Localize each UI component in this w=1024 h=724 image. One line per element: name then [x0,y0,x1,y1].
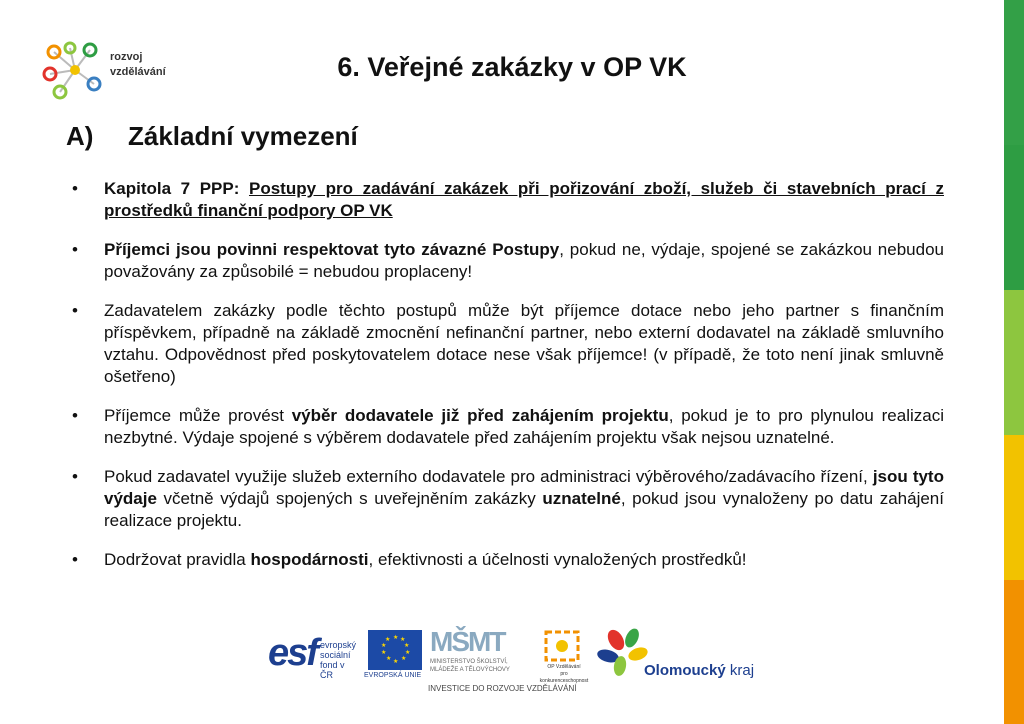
svg-text:★: ★ [405,649,411,656]
section-heading-text: Základní vymezení [128,121,358,151]
section-heading [66,121,358,152]
esf-logo [268,632,358,682]
stripe-yellow [1004,435,1024,580]
bullet-4-bold: výběr dodavatele již před zahájením projektu [291,406,669,425]
bullet-6-pre: Dodržovat pravidla [104,550,251,569]
footer-logos [268,622,768,722]
eu-flag-icon [368,630,422,670]
bullet-item-5 [72,466,944,532]
bullet-5-bold-2: uznatelné [542,489,621,508]
olomoucky-kraj-text [644,662,754,679]
bullet-item-6 [72,549,944,571]
stripe-lime [1004,290,1024,435]
msmt-logo [430,626,530,686]
opvk-text [536,664,592,685]
eu-label: EVROPSKÁ UNIE [364,672,422,679]
bullet-item-4 [72,405,944,449]
bullet-5-post: , pokud jsou vynaloženy po datu zahájení realizace projektu. [104,489,944,530]
opvk-frame-icon [536,628,592,664]
opvk-text-1: OP Vzdělávání [547,664,581,670]
msmt-text-2: MLÁDEŽE A TĚLOVÝCHOVY [430,667,510,673]
olomoucky-kraj-logo [596,628,766,688]
bullet-6-post: , efektivnosti a účelnosti vynaložených prostředků! [368,550,747,569]
svg-text:★: ★ [381,642,387,649]
svg-text:★: ★ [393,634,399,641]
logo-line-2: vzdělávání [110,66,166,78]
svg-text:★: ★ [393,658,399,665]
olomoucky-bold: Olomoucký [644,662,726,679]
bullet-item-3 [72,300,944,388]
esf-text-1: evropský [320,640,357,650]
section-letter: A) [66,121,94,151]
opvk-text-2: pro konkurenceschopnost [539,671,589,684]
esf-text-2: sociální [320,650,351,660]
esf-logo-text [320,640,358,680]
msmt-mark: MŠMT [430,626,505,657]
bullet-1-underlined: Postupy pro zadávání zakázek při pořizování zboží, služeb či stavebních prací z prostředků finanční podpory OP VK [104,179,944,220]
svg-text:★: ★ [381,649,387,656]
svg-text:★: ★ [385,636,391,643]
slide-title: 6. Veřejné zakázky v OP VK [337,52,687,82]
kraj-text: kraj [725,662,755,679]
investice-caption: INVESTICE DO ROZVOJE VZDĚLÁVÁNÍ [428,684,577,693]
bullet-2-rest: , pokud ne, výdaje, spojené se zakázkou nebudou považovány za způsobilé = nebudou proplaceny! [104,240,944,281]
stripe-orange [1004,580,1024,724]
bullet-1-lead: Kapitola 7 PPP: [104,179,249,198]
svg-text:★: ★ [400,636,406,643]
bullet-5-bold-1: jsou tyto výdaje [104,467,944,508]
esf-text-3: fond v ČR [320,660,345,680]
bullet-3-text: Zadavatelem zakázky podle těchto postupů může být příjemce dotace nebo jeho partner s finančním příspěvkem, případně na základě zmocnění nefinanční partner, nebo externí dodavatel na základě smluvního vztahu. Odpovědnost před poskytovatelem dotace nese však příjemce! (v případě, že toto není jinak smluvně ošetřeno) [104,301,944,386]
bullet-5-mid: včetně výdajů spojených s uveřejněním zakázky [156,489,543,508]
bullet-6-bold: hospodárnosti [250,550,369,569]
bullet-5-pre: Pokud zadavatel využije služeb externího dodavatele pro administraci výběrového/zadávacího řízení, [104,467,873,486]
bullet-2-bold: Příjemci jsou povinni respektovat tyto závazné Postupy [104,240,560,259]
opvk-logo [536,628,592,684]
bullet-item-2 [72,239,944,283]
svg-text:★: ★ [386,655,392,662]
msmt-text-1: MINISTERSTVO ŠKOLSTVÍ, [430,659,508,665]
svg-text:★: ★ [401,655,407,662]
bullet-4-pre: Příjemce může provést [104,406,292,425]
bullet-item-1 [72,178,944,222]
bullet-4-post: , pokud je to pro plynulou realizaci nezbytné. Výdaje spojené s výběrem dodavatele před zahájením projektu však nejsou uznatelné. [104,406,944,447]
side-color-stripes [1004,0,1024,724]
logo-line-1: rozvoj [110,51,143,63]
esf-logo-mark: esf [268,632,317,674]
bullet-list [72,178,944,588]
msmt-text [430,658,530,674]
svg-text:★: ★ [404,642,410,649]
stripe-green-2 [1004,145,1024,290]
